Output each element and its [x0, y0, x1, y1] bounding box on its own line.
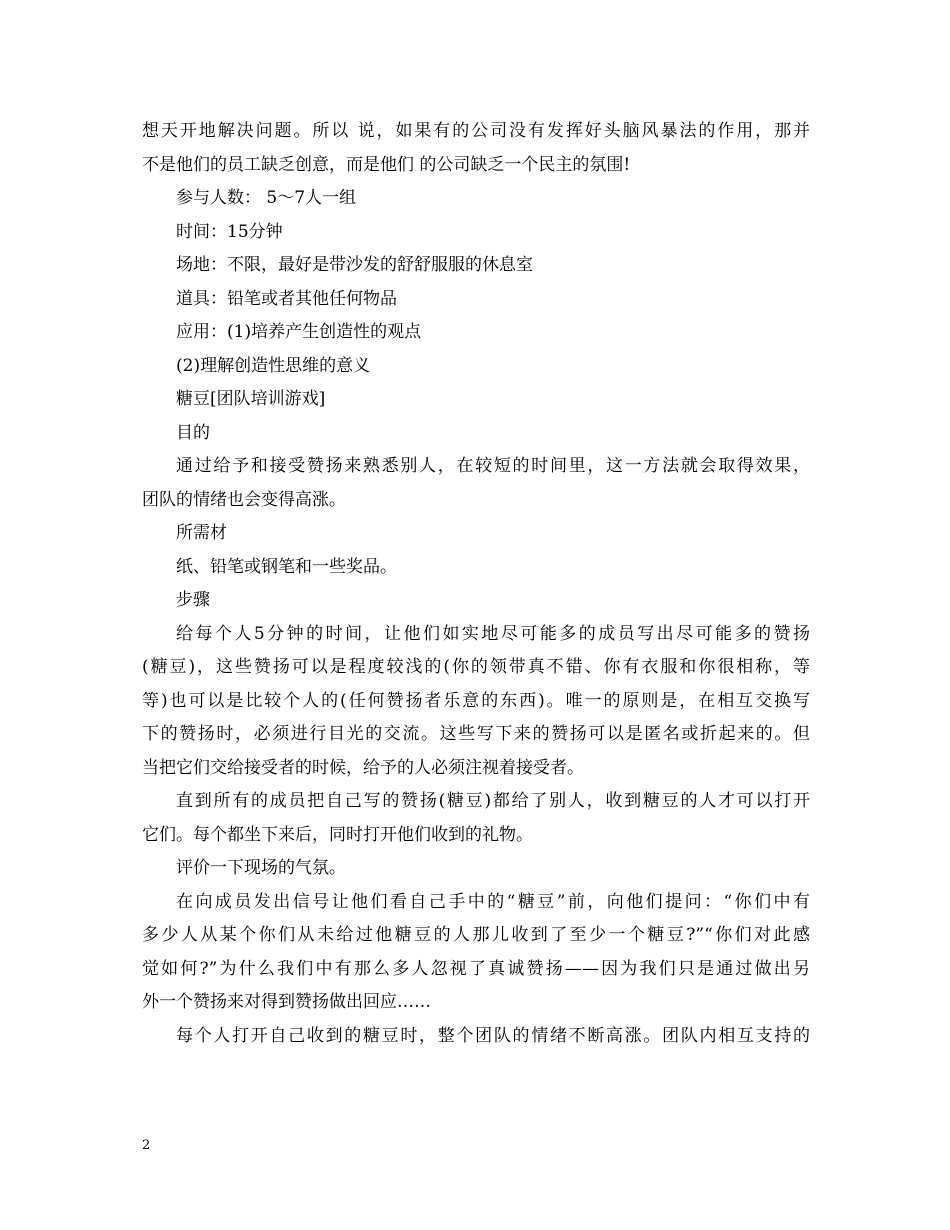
text-line: 评价一下现场的气氛。 — [176, 858, 346, 878]
page-number: 2 — [142, 1138, 151, 1153]
text-line: 通过给予和接受赞扬来熟悉别人，在较短的时间里，这一方法就会取得效果， — [176, 456, 810, 476]
text-line: 不是他们的员工缺乏创意，而是他们 的公司缺乏一个民主的氛围! — [142, 154, 631, 175]
text-line: 等)也可以是比较个人的(任何赞扬者乐意的东西)。唯一的原则是，在相互交换写 — [142, 690, 810, 711]
section-heading: 目的 — [176, 422, 210, 443]
section-heading: 步骤 — [176, 590, 210, 610]
text-line: 纸、铅笔或钢笔和一些奖品。 — [176, 556, 397, 577]
text-line: (2)理解创造性思维的意义 — [176, 355, 371, 376]
text-line: 时间：15分钟 — [176, 221, 283, 242]
text-line: 觉如何?”为什么我们中有那么多人忽视了真诚赞扬——因为我们只是通过做出另 — [142, 958, 810, 979]
section-heading: 糖豆[团队培训游戏] — [176, 389, 326, 409]
text-line: 道具：铅笔或者其他任何物品 — [176, 288, 397, 309]
text-line: 当把它们交给接受者的时候，给予的人必须注视着接受者。 — [142, 757, 584, 778]
text-line: 多少人从某个你们从未给过他糖豆的人那儿收到了至少一个糖豆?”“你们对此感 — [142, 925, 810, 945]
text-line: 参与人数： 5～7人一组 — [176, 188, 357, 208]
text-line: 它们。每个都坐下来后，同时打开他们收到的礼物。 — [142, 824, 533, 845]
text-line: 给每个人5分钟的时间，让他们如实地尽可能多的成员写出尽可能多的赞扬 — [176, 623, 810, 644]
text-line: 场地：不限，最好是带沙发的舒舒服服的休息室 — [176, 255, 533, 275]
text-line: 直到所有的成员把自己写的赞扬(糖豆)都给了别人，收到糖豆的人才可以打开 — [176, 791, 810, 811]
text-line: 想天开地解决问题。所以 说，如果有的公司没有发挥好头脑风暴法的作用，那并 — [142, 121, 810, 141]
text-line: (糖豆)，这些赞扬可以是程度较浅的(你的领带真不错、你有衣服和你很相称，等 — [142, 657, 810, 677]
text-line: 下的赞扬时，必须进行目光的交流。这些写下来的赞扬可以是匿名或折起来的。但 — [142, 724, 810, 744]
section-heading: 所需材 — [176, 523, 227, 543]
text-line: 每个人打开自己收到的糖豆时，整个团队的情绪不断高涨。团队内相互支持的 — [176, 1025, 810, 1046]
text-line: 外一个赞扬来对得到赞扬做出回应…… — [142, 992, 431, 1012]
document-body — [142, 115, 810, 1053]
text-line: 在向成员发出信号让他们看自己手中的“糖豆”前，向他们提问：“你们中有 — [176, 891, 810, 912]
text-line: 团队的情绪也会变得高涨。 — [142, 489, 346, 510]
text-line: 应用：(1)培养产生创造性的观点 — [176, 322, 422, 342]
